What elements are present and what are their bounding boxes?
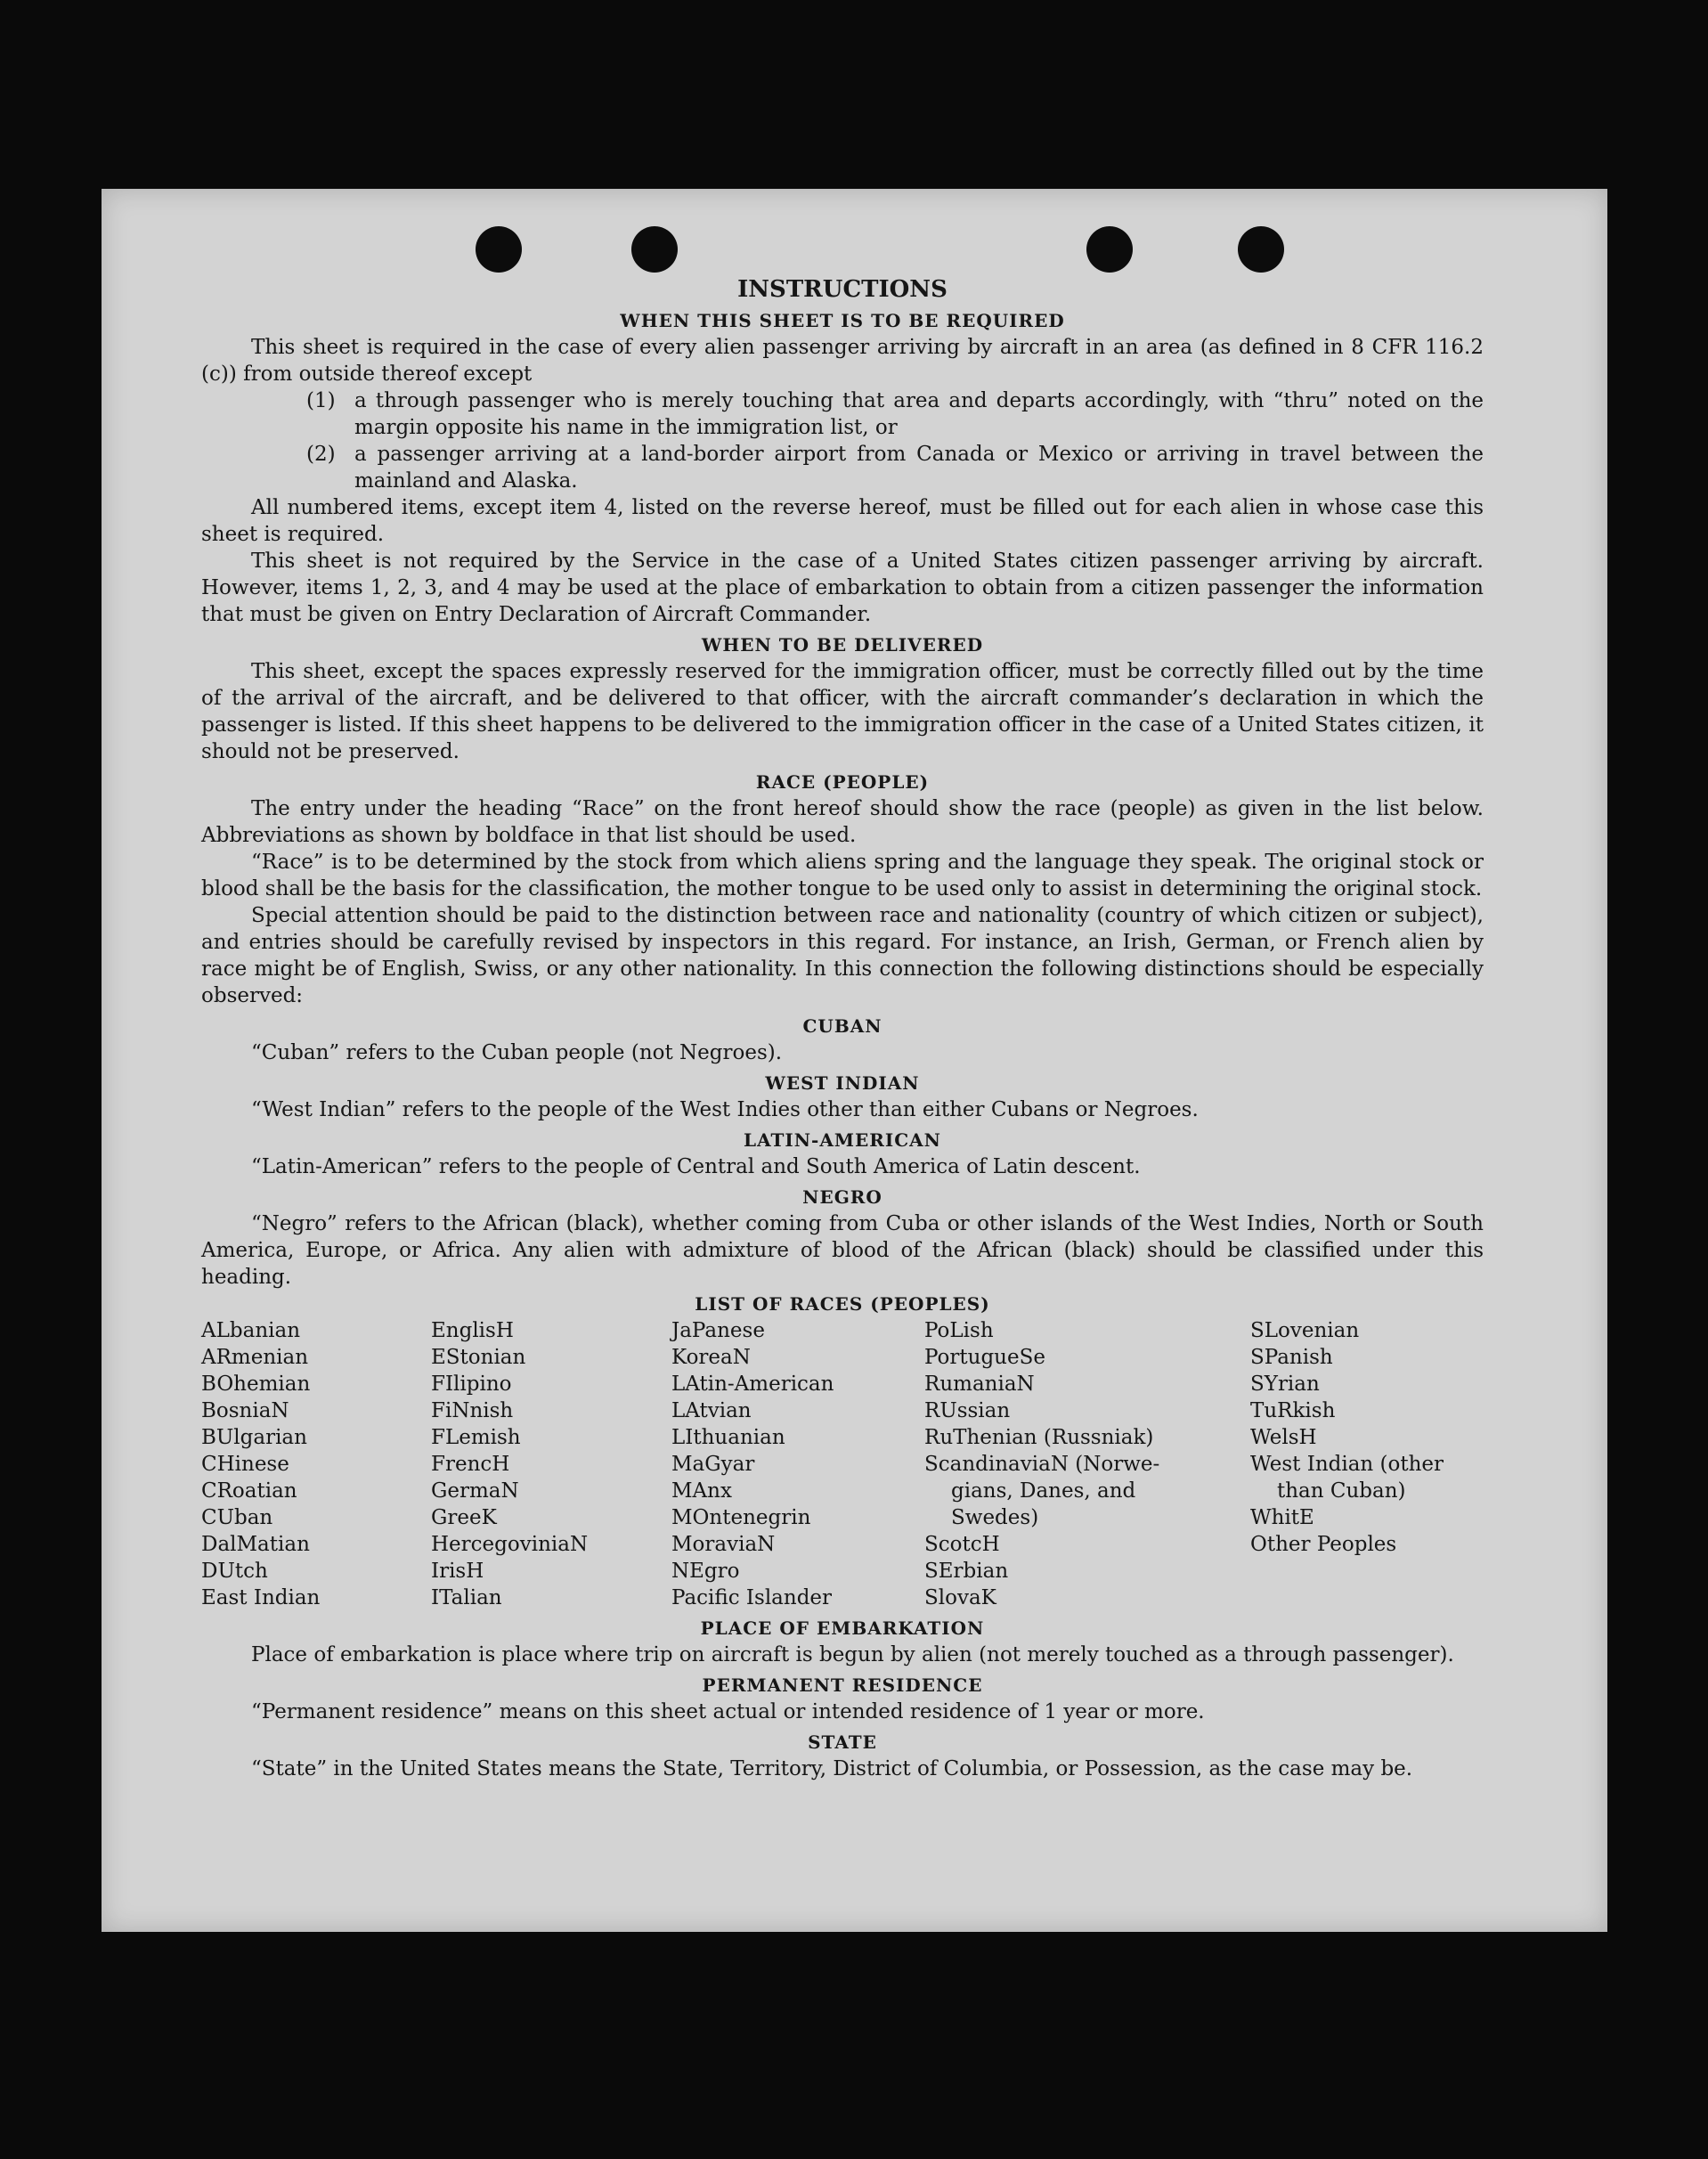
race-entry: NEgro	[671, 1560, 740, 1583]
race-entry: TuRkish	[1250, 1399, 1336, 1422]
race-entry: CUban	[201, 1506, 273, 1529]
paragraph: This sheet is not required by the Service in the case of a United States citizen passenger arriving by aircraft. However, items 1, 2, 3, and 4 may be used at the place of embarkation to obtain from a citizen passenger the information that must be given on Entry Declaration of Aircraft Commander.	[201, 550, 1484, 626]
item-text: a through passenger who is merely touching that area and departs accordingly, with “thru” noted on the margin opposite his name in the immigration list, or	[354, 389, 1484, 439]
race-entry: EnglisH	[431, 1319, 514, 1342]
race-entry: SlovaK	[924, 1586, 996, 1609]
race-entry: WhitE	[1250, 1506, 1314, 1529]
item-number: (2)	[306, 443, 336, 466]
paragraph: This sheet, except the spaces expressly reserved for the immigration officer, must be correctly filled out by the time of the arrival of the aircraft, and be delivered to that officer, with the aircraft commander’s declaration in which the passenger is listed. If this sheet happens to be delivered to the immigration officer in the case of a United States citizen, it should not be preserved.	[201, 660, 1484, 763]
race-entry: FiNnish	[431, 1399, 514, 1422]
race-entry: RumaniaN	[924, 1373, 1035, 1396]
paragraph: This sheet is required in the case of every alien passenger arriving by aircraft in an area (as defined in 8 CFR 116.2 (c)) from outside thereof except	[201, 336, 1484, 386]
paragraph: Special attention should be paid to the distinction between race and nationality (country of which citizen or subject), and entries should be carefully revised by inspectors in this regard. For instance, an Irish, German, or French alien by race might be of English, Swiss, or any other nationality. In this connection the following distinctions should be especially observed:	[201, 904, 1484, 1007]
race-entry: LIthuanian	[671, 1426, 785, 1449]
race-entry: HercegoviniaN	[431, 1533, 589, 1556]
race-entry: SLovenian	[1250, 1319, 1360, 1342]
paragraph: Place of embarkation is place where trip on aircraft is begun by alien (not merely touched as a through passenger).	[251, 1643, 1454, 1666]
race-entry: DUtch	[201, 1560, 268, 1583]
race-entry: FLemish	[431, 1426, 521, 1449]
section-heading-race: RACE (PEOPLE)	[755, 771, 930, 793]
paragraph: “West Indian” refers to the people of the West Indies other than either Cubans or Negroes.	[251, 1098, 1199, 1121]
race-entry: Pacific Islander	[671, 1586, 833, 1609]
paragraph: All numbered items, except item 4, listed on the reverse hereof, must be filled out for each alien in whose case this sheet is required.	[201, 496, 1484, 546]
race-entry: BosniaN	[201, 1399, 289, 1422]
section-heading-west-indian: WEST INDIAN	[765, 1072, 920, 1094]
paragraph: “Race” is to be determined by the stock from which aliens spring and the language they speak. The original stock or blood shall be the basis for the classification, the mother tongue to be used only to assist in determining the original stock.	[201, 851, 1484, 900]
list-item	[201, 387, 1484, 441]
item-text: a passenger arriving at a land-border airport from Canada or Mexico or arriving in travel between the mainland and Alaska.	[354, 443, 1484, 493]
race-entry: ScandinaviaN (Norwe-	[924, 1453, 1160, 1476]
race-entry: DalMatian	[201, 1533, 310, 1556]
paragraph: “Cuban” refers to the Cuban people (not Negroes).	[251, 1041, 783, 1064]
list-item	[201, 441, 1484, 494]
paragraph: “Negro” refers to the African (black), whether coming from Cuba or other islands of the West Indies, North or South America, Europe, or Africa. Any alien with admixture of blood of the African (black) should be classified under this heading.	[201, 1212, 1484, 1289]
instructions-content	[201, 275, 1484, 1782]
race-entry: GermaN	[431, 1479, 519, 1503]
race-entry: EStonian	[431, 1346, 526, 1369]
race-entry: LAtvian	[671, 1399, 752, 1422]
race-entry: MaGyar	[671, 1453, 755, 1476]
race-column	[431, 1317, 671, 1611]
race-entry: SYrian	[1250, 1373, 1320, 1396]
race-entry: CHinese	[201, 1453, 289, 1476]
item-number: (1)	[306, 389, 336, 412]
race-column	[671, 1317, 924, 1611]
race-entry: FrencH	[431, 1453, 510, 1476]
race-entry: ALbanian	[201, 1319, 301, 1342]
section-heading-list-of-races: LIST OF RACES (PEOPLES)	[695, 1293, 990, 1315]
race-entry: LAtin-American	[671, 1373, 834, 1396]
race-entry: KoreaN	[671, 1346, 751, 1369]
race-entry: ScotcH	[924, 1533, 1000, 1556]
document-sheet	[102, 189, 1607, 1932]
race-entry: SPanish	[1250, 1346, 1333, 1369]
race-entry: BOhemian	[201, 1373, 311, 1396]
race-entry: MOntenegrin	[671, 1506, 811, 1529]
race-entry: FIlipino	[431, 1373, 512, 1396]
race-entry: ITalian	[431, 1586, 502, 1609]
punch-hole	[476, 226, 522, 273]
race-entry: GreeK	[431, 1506, 497, 1529]
race-entry: CRoatian	[201, 1479, 297, 1503]
paragraph: “State” in the United States means the State, Territory, District of Columbia, or Possession, as the case may be.	[251, 1757, 1413, 1780]
race-entry: PoLish	[924, 1319, 994, 1342]
race-entry: IrisH	[431, 1560, 484, 1583]
section-heading-permanent-residence: PERMANENT RESIDENCE	[702, 1674, 983, 1696]
paragraph: “Latin-American” refers to the people of Central and South America of Latin descent.	[251, 1155, 1141, 1178]
race-entry: RuThenian (Russniak)	[924, 1426, 1154, 1449]
race-column	[924, 1317, 1250, 1611]
race-list	[201, 1317, 1484, 1611]
section-heading-when-delivered: WHEN TO BE DELIVERED	[701, 634, 984, 656]
section-heading-cuban: CUBAN	[802, 1015, 882, 1037]
paragraph: “Permanent residence” means on this sheet actual or intended residence of 1 year or more.	[251, 1700, 1205, 1723]
section-heading-state: STATE	[808, 1731, 877, 1753]
section-heading-place-of-embarkation: PLACE OF EMBARKATION	[700, 1617, 985, 1639]
race-entry: JaPanese	[671, 1319, 765, 1342]
race-entry: West Indian (other	[1250, 1453, 1444, 1476]
punch-hole	[1086, 226, 1133, 273]
race-entry: East Indian	[201, 1586, 321, 1609]
race-entry-continuation: than Cuban)	[1277, 1479, 1406, 1503]
punch-hole	[1238, 226, 1284, 273]
race-column	[201, 1317, 431, 1611]
paragraph: The entry under the heading “Race” on the front hereof should show the race (people) as given in the list below. Abbreviations as shown by boldface in that list should be used.	[201, 797, 1484, 847]
section-heading-negro: NEGRO	[802, 1186, 882, 1208]
race-column	[1250, 1317, 1484, 1611]
race-entry: MoraviaN	[671, 1533, 776, 1556]
section-heading-latin-american: LATIN-AMERICAN	[744, 1129, 941, 1151]
section-heading-when-required: WHEN THIS SHEET IS TO BE REQUIRED	[620, 310, 1065, 331]
punch-hole	[631, 226, 678, 273]
page-title: INSTRUCTIONS	[737, 276, 948, 303]
race-entry: WelsH	[1250, 1426, 1317, 1449]
race-entry: PortugueSe	[924, 1346, 1045, 1369]
race-entry: SErbian	[924, 1560, 1009, 1583]
race-entry: Other Peoples	[1250, 1533, 1397, 1556]
race-entry: MAnx	[671, 1479, 732, 1503]
race-entry: ARmenian	[201, 1346, 309, 1369]
race-entry-continuation: Swedes)	[951, 1506, 1039, 1529]
race-entry: BUlgarian	[201, 1426, 307, 1449]
race-entry-continuation: gians, Danes, and	[951, 1479, 1136, 1503]
race-entry: RUssian	[924, 1399, 1011, 1422]
